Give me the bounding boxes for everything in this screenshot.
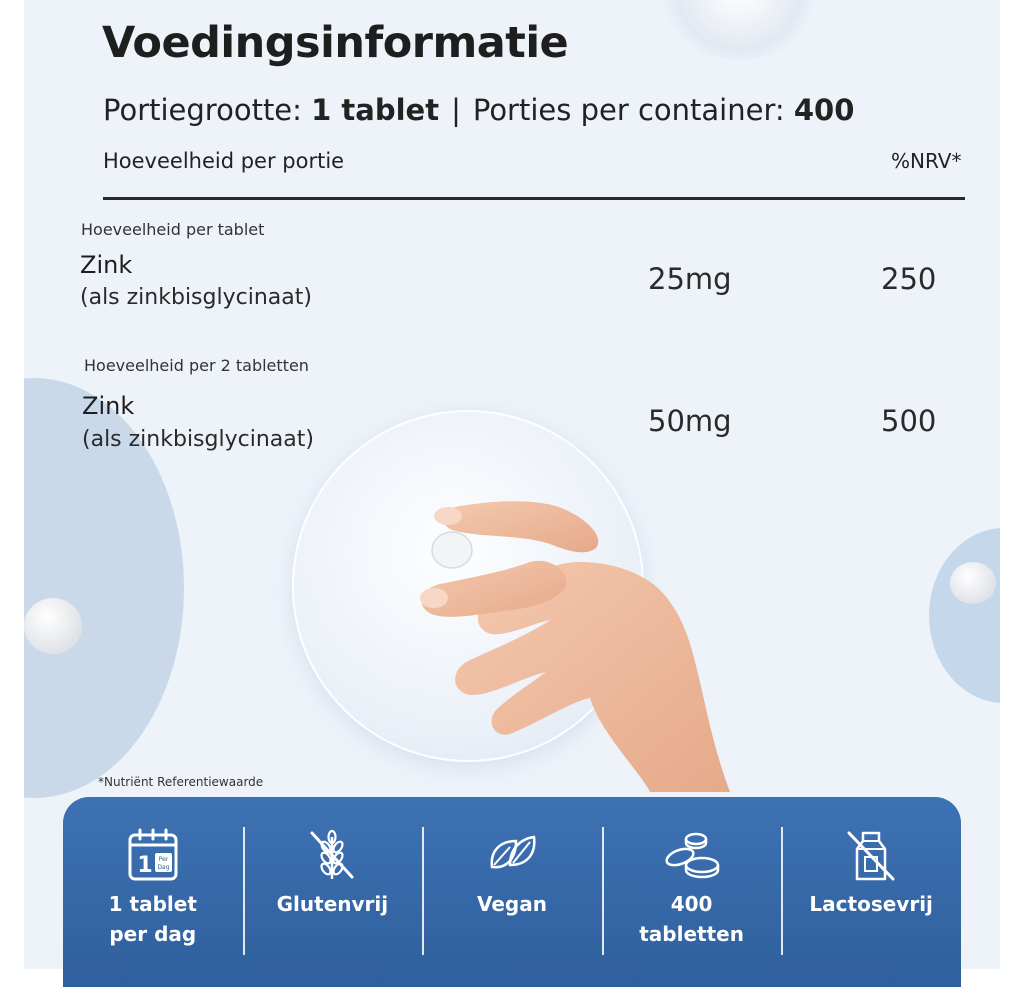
calendar-icon [123,827,183,883]
badge-gluten-free [243,797,423,987]
footnote: *Nutriënt Referentiewaarde [98,775,264,789]
serving-info [103,93,854,127]
row-sub-label: Hoeveelheid per tablet [81,220,265,239]
separator: | [451,93,461,127]
nutrient-nrv: 500 [881,404,937,438]
lactose-free-icon [841,827,901,883]
decorative-tablet [664,0,814,60]
amount-per-serving-heading: Hoeveelheid per portie [103,149,345,173]
decorative-tablet [950,562,996,604]
tablets-icon [662,827,722,883]
servings-per-container-value: 400 [793,93,855,127]
hand-holding-tablet-image [400,452,760,792]
row-sub-label: Hoeveelheid per 2 tabletten [84,356,309,375]
serving-size-label: Portiegrootte: [103,93,302,127]
nutrient-name: Zink [82,392,135,420]
calendar-icon-number: 1 [137,853,153,878]
nutrient-amount: 25mg [648,262,732,296]
nutrient-amount: 50mg [648,404,732,438]
nrv-heading: %NRV* [891,149,962,173]
nutrient-name: Zink [80,251,133,279]
badge-tablet-count [602,797,782,987]
badge-label: Glutenvrij [276,892,389,916]
page-title: Voedingsinformatie [102,18,569,68]
badge-lactose-free [781,797,961,987]
decorative-bubble [929,528,1000,703]
divider [103,197,965,200]
serving-size-value: 1 tablet [311,93,440,127]
leaf-icon [482,827,542,883]
feature-badges-bar [63,797,961,987]
decorative-tablet [24,598,82,654]
badge-label: 400 tabletten [639,892,744,946]
servings-per-container-label: Porties per container: [472,93,785,127]
badge-label: 1 tablet per dag [108,892,197,946]
nutrient-form: (als zinkbisglycinaat) [80,285,312,310]
badge-dosage [63,797,243,987]
badge-label: Lactosevrij [809,892,933,916]
badge-vegan [422,797,602,987]
svg-text:Per: Per [158,856,169,863]
svg-text:Dag: Dag [157,864,170,871]
gluten-free-icon [302,827,362,883]
nutrient-nrv: 250 [881,262,937,296]
nutrient-form: (als zinkbisglycinaat) [82,427,314,452]
badge-label: Vegan [476,892,547,916]
